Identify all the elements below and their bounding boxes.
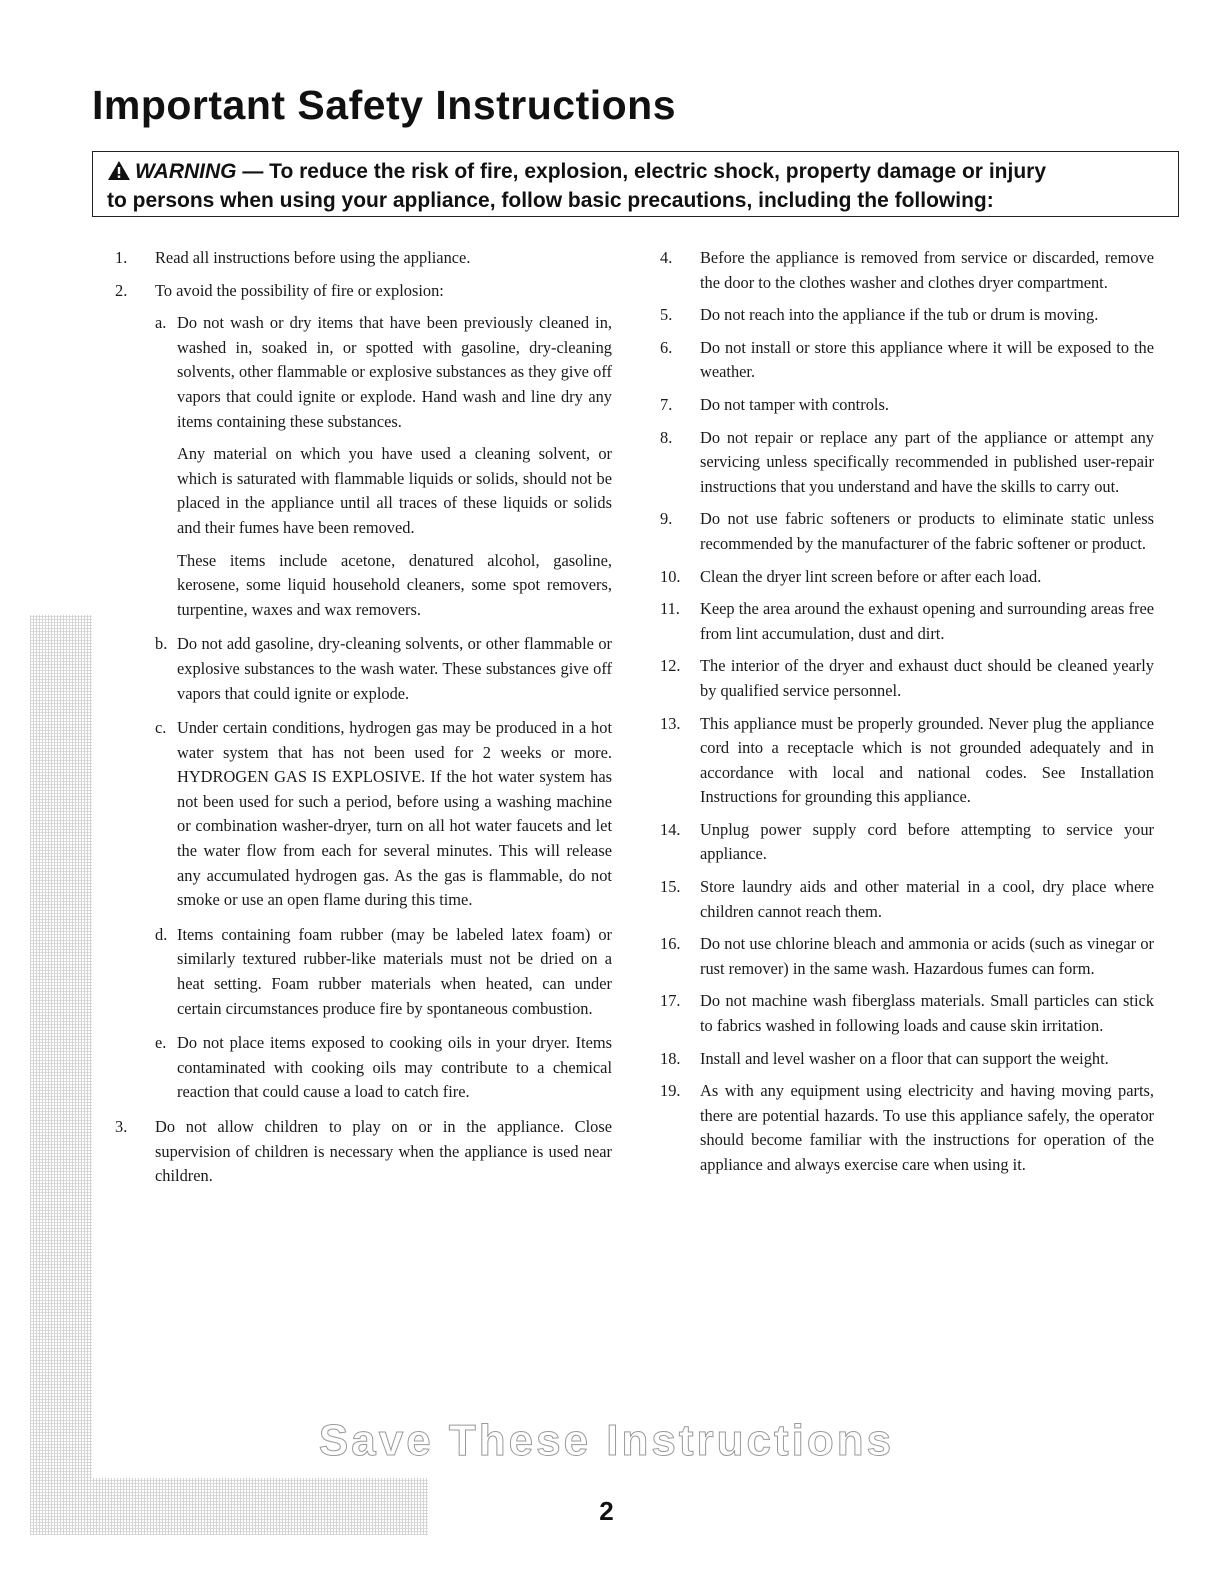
page-number: 2 <box>599 1496 614 1526</box>
item-text: Store laundry aids and other material in a cool, dry place where children cannot reach them. <box>700 877 1154 921</box>
item-text: Before the appliance is removed from service or discarded, remove the door to the clothes washer and clothes dryer compartment. <box>700 248 1154 292</box>
item-text: Do not machine wash fiberglass materials. Small particles can stick to fabrics washed in following loads and cause skin irritation. <box>700 991 1154 1036</box>
sub-item-paragraph: These items include acetone, denatured alcohol, gasoline, kerosene, some liquid household cleaners, some spot removers, turpentine, waxes and wax removers. <box>177 550 612 619</box>
item-text: Unplug power supply cord before attempting to service your appliance. <box>700 819 1154 864</box>
item-number: 3. <box>115 1117 128 1136</box>
item-number: 7. <box>660 394 673 414</box>
warning-text-line1: — To reduce the risk of fire, explosion, electric shock, property damage or injury <box>236 160 1046 183</box>
item-text: Install and level washer on a floor that can support the weight. <box>700 1048 1109 1068</box>
sub-item-letter: c. <box>155 718 167 738</box>
item-text: Read all instructions before using the appliance. <box>155 248 471 267</box>
item-text: Do not use chlorine bleach and ammonia or acids (such as vinegar or rust remover) in the same wash. Hazardous fumes can form. <box>700 934 1154 978</box>
warning-triangle-icon <box>107 160 131 188</box>
list-item <box>115 246 612 271</box>
sub-item-paragraph: Items containing foam rubber (may be labeled latex foam) or similarly textured rubber-like materials must not be dried on a heat setting. Foam rubber materials when heated, can under certain circumstances produce fire by spontaneous combustion. <box>177 924 612 1018</box>
item-number: 9. <box>660 509 673 529</box>
item-number: 2. <box>115 280 128 300</box>
warning-line-2: to persons when using your appliance, follow basic precautions, including the following: <box>107 189 994 212</box>
list-item <box>660 597 1154 646</box>
save-instructions-banner: Save These Instructions <box>318 1416 895 1465</box>
item-number: 16. <box>660 934 681 954</box>
sub-item-d <box>155 923 612 1021</box>
item-text: The interior of the dryer and exhaust duct should be cleaned yearly by qualified service personnel. <box>700 656 1154 700</box>
item-text: This appliance must be properly grounded. Never plug the appliance cord into a receptacle which is not grounded adequately and in accordance with local and national codes. See Installation Instructions for grounding this appliance. <box>700 713 1154 807</box>
list-item <box>660 818 1154 867</box>
item-text: Clean the dryer lint screen before or after each load. <box>700 566 1042 586</box>
item-text: Do not tamper with controls. <box>700 394 889 414</box>
item-number: 4. <box>660 248 673 267</box>
sub-item-paragraph: Under certain conditions, hydrogen gas may be produced in a hot water system that has not been used for 2 weeks or more. HYDROGEN GAS IS EXPLOSIVE. If the hot water system has not been used for such a period, before using a washing machine or combination washer-dryer, turn on all hot water faucets and let the water flow from each for several minutes. This will release any accumulated hydrogen gas. As the gas is flammable, do not smoke or use an open flame during this time. <box>177 718 612 910</box>
item-text: Do not allow children to play on or in the appliance. Close supervision of children is necessary when the appliance is used near children. <box>155 1117 612 1186</box>
item-text: Keep the area around the exhaust opening and surrounding areas free from lint accumulation, dust and dirt. <box>700 599 1154 643</box>
item-number: 15. <box>660 877 681 897</box>
list-item <box>660 654 1154 703</box>
list-item <box>660 875 1154 924</box>
list-item <box>660 1047 1154 1072</box>
sub-item-b <box>155 632 612 706</box>
right-column <box>660 246 1154 1186</box>
list-item <box>660 426 1154 500</box>
list-item <box>660 507 1154 556</box>
scan-halftone-margin <box>30 615 92 1535</box>
sub-item-paragraph: Do not place items exposed to cooking oils in your dryer. Items contaminated with cooking oils may contribute to a chemical reaction that could cause a load to catch fire. <box>177 1033 612 1102</box>
item-text: Do not reach into the appliance if the tub or drum is moving. <box>700 305 1099 325</box>
sub-item-letter: a. <box>155 313 167 333</box>
list-item <box>660 1079 1154 1177</box>
item-text: Do not repair or replace any part of the appliance or attempt any servicing unless specifically recommended in published user-repair instructions that you understand and have the skills to carry out. <box>700 427 1154 496</box>
list-item <box>660 712 1154 810</box>
warning-label: WARNING <box>135 160 237 183</box>
list-item <box>660 989 1154 1038</box>
list-item <box>660 932 1154 981</box>
sub-item-paragraph: Any material on which you have used a cleaning solvent, or which is saturated with flammable liquids or solids, should not be placed in the appliance until all traces of these liquids or solids and their fumes have been removed. <box>177 444 612 537</box>
list-item <box>660 303 1154 328</box>
list-item <box>660 565 1154 590</box>
item-number: 14. <box>660 819 681 839</box>
item-text: Do not use fabric softeners or products to eliminate static unless recommended by the manufacturer of the fabric softener or product. <box>700 509 1154 553</box>
item-number: 18. <box>660 1048 681 1068</box>
item-number: 19. <box>660 1081 681 1101</box>
sub-item-e <box>155 1031 612 1105</box>
list-item <box>115 279 612 1105</box>
sub-item-a <box>155 311 612 622</box>
page-title: Important Safety Instructions <box>92 82 677 128</box>
list-item <box>660 336 1154 385</box>
sub-item-paragraph: Do not wash or dry items that have been previously cleaned in, washed in, soaked in, or spotted with gasoline, dry-cleaning solvents, other flammable or explosive substances as they give off vapors that could ignite or explode. Hand wash and line dry any items containing these substances. <box>177 313 612 431</box>
sub-item-paragraph: Do not add gasoline, dry-cleaning solvents, or other flammable or explosive substances to the wash water. These substances give off vapors that could ignite or explode. <box>177 634 612 703</box>
sub-item-letter: b. <box>155 634 168 654</box>
item-number: 17. <box>660 991 681 1011</box>
sub-item-c <box>155 716 612 913</box>
item-text: To avoid the possibility of fire or explosion: <box>155 280 444 300</box>
sub-item-letter: d. <box>155 924 168 944</box>
warning-line-1 <box>107 159 1168 188</box>
sub-item-letter: e. <box>155 1033 167 1053</box>
item-text: As with any equipment using electricity and having moving parts, there are potential hazards. To use this appliance safely, the operator should become familiar with the instructions for operation of the appliance and always exercise care when using it. <box>700 1081 1154 1174</box>
list-item <box>660 393 1154 418</box>
item-number: 6. <box>660 337 673 357</box>
item-number: 11. <box>660 599 680 619</box>
list-item <box>660 246 1154 295</box>
item-number: 10. <box>660 566 681 586</box>
item-text: Do not install or store this appliance where it will be exposed to the weather. <box>700 337 1154 382</box>
item-number: 1. <box>115 248 128 267</box>
item-number: 12. <box>660 656 681 676</box>
list-item <box>115 1115 612 1189</box>
warning-box <box>92 151 1179 217</box>
left-column <box>115 246 612 1197</box>
item-number: 8. <box>660 427 673 447</box>
item-number: 5. <box>660 305 673 325</box>
item-number: 13. <box>660 713 681 733</box>
